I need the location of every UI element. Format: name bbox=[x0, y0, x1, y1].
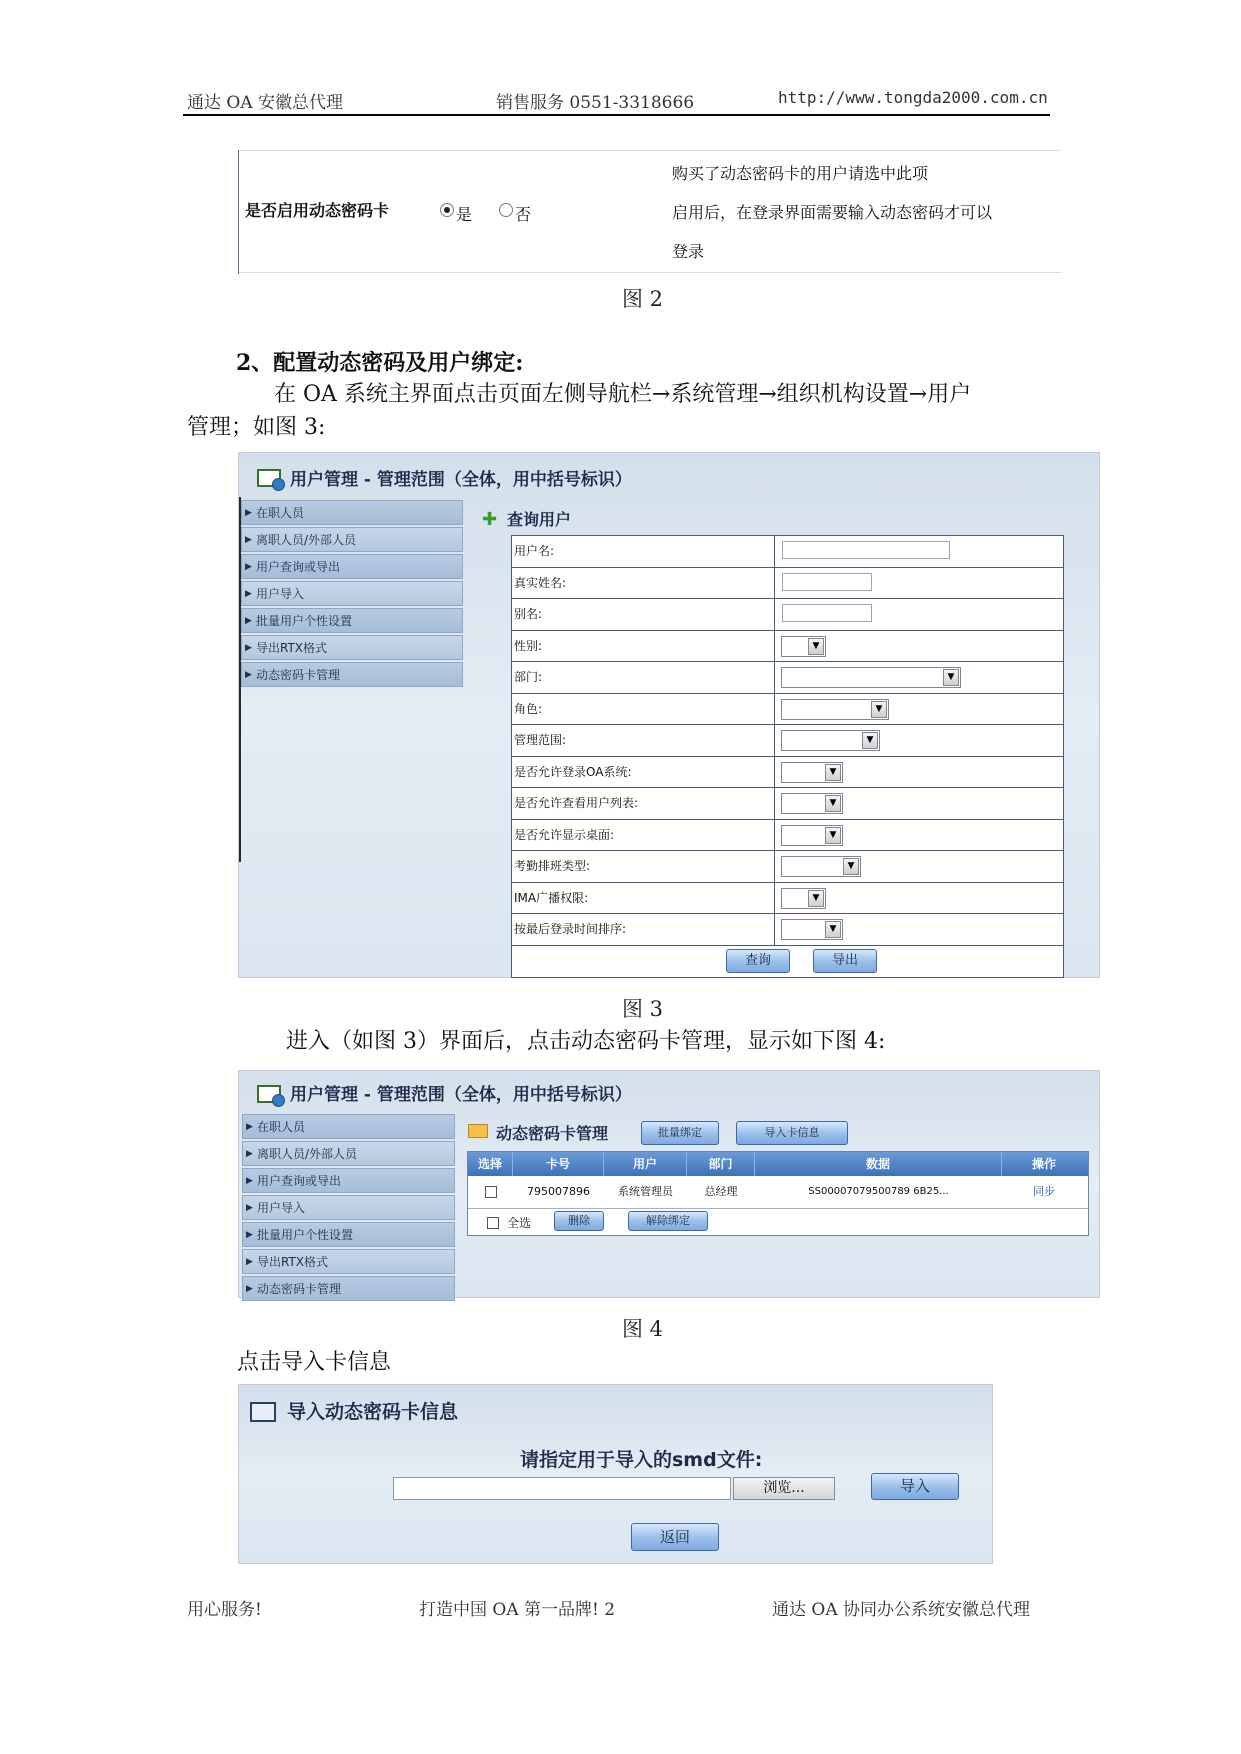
chevron-down-icon: ▼ bbox=[843, 858, 859, 875]
field-label: 考勤排班类型: bbox=[512, 851, 775, 882]
row-card-no: 795007896 bbox=[527, 1185, 590, 1198]
import-prompt: 请指定用于导入的smd文件: bbox=[520, 1449, 763, 1471]
radio-no[interactable] bbox=[499, 203, 513, 217]
field-label: 用户名: bbox=[512, 536, 775, 567]
allow-desktop-select[interactable] bbox=[781, 825, 843, 846]
header-rule bbox=[183, 114, 1050, 116]
field-label: IMA广播权限: bbox=[512, 883, 775, 914]
field-label: 是否允许显示桌面: bbox=[512, 820, 775, 851]
field-row bbox=[512, 851, 1063, 883]
field-label: 管理范围: bbox=[512, 725, 775, 756]
click-import-text: 点击导入卡信息 bbox=[237, 1350, 392, 1375]
field-label: 按最后登录时间排序: bbox=[512, 914, 775, 945]
back-button[interactable]: 返回 bbox=[631, 1523, 719, 1551]
window-icon bbox=[250, 1402, 276, 1422]
field-row bbox=[512, 725, 1063, 757]
figure-2 bbox=[238, 150, 1061, 274]
nav-active-staff[interactable]: ▶ 在职人员 bbox=[242, 1114, 455, 1139]
field-label: 别名: bbox=[512, 599, 775, 630]
field-row bbox=[512, 536, 1063, 568]
figure-2-caption: 图 2 bbox=[622, 287, 664, 311]
col-action: 操作 bbox=[1031, 1157, 1056, 1171]
smd-file-input[interactable] bbox=[393, 1477, 731, 1500]
nav-user-query-export[interactable]: ▶ 用户查询或导出 bbox=[241, 554, 463, 579]
row-checkbox[interactable] bbox=[485, 1186, 497, 1198]
role-select[interactable] bbox=[781, 699, 889, 720]
footer-right: 通达 OA 协同办公系统安徽总代理 bbox=[772, 1600, 1031, 1620]
nav-active-staff[interactable]: ▶ 在职人员 bbox=[241, 500, 463, 525]
chevron-down-icon: ▼ bbox=[825, 764, 841, 781]
sync-link[interactable]: 同步 bbox=[1033, 1185, 1055, 1198]
field-row bbox=[512, 788, 1063, 820]
real-name-input[interactable] bbox=[782, 573, 872, 591]
field-label: 真实姓名: bbox=[512, 568, 775, 599]
allow-view-users-select[interactable] bbox=[781, 793, 843, 814]
otp-card-table bbox=[467, 1151, 1089, 1236]
fig3-nav bbox=[241, 500, 463, 689]
user-management-icon bbox=[257, 1085, 281, 1103]
nav-otp-card-management[interactable]: ▶ 动态密码卡管理 bbox=[242, 1276, 455, 1301]
header-middle: 销售服务 0551-3318666 bbox=[496, 93, 695, 113]
allow-login-select[interactable] bbox=[781, 762, 843, 783]
header-left: 通达 OA 安徽总代理 bbox=[187, 93, 344, 113]
sort-last-login-select[interactable] bbox=[781, 919, 843, 940]
chevron-down-icon: ▼ bbox=[808, 890, 824, 907]
ima-broadcast-select[interactable] bbox=[781, 888, 826, 909]
field-row bbox=[512, 694, 1063, 726]
management-scope-select[interactable] bbox=[781, 730, 880, 751]
col-data: 数据 bbox=[755, 1152, 1002, 1176]
nav-left-staff[interactable]: ▶ 离职人员/外部人员 bbox=[242, 1141, 455, 1166]
delete-button[interactable]: 删除 bbox=[554, 1211, 604, 1231]
field-row bbox=[512, 568, 1063, 600]
radio-yes[interactable] bbox=[440, 203, 454, 217]
nav-user-import[interactable]: ▶ 用户导入 bbox=[242, 1195, 455, 1220]
nav-otp-card-management[interactable]: ▶ 动态密码卡管理 bbox=[241, 662, 463, 687]
row-data: SS00007079500789 6B25... bbox=[808, 1186, 949, 1197]
radio-no-label: 否 bbox=[515, 205, 532, 224]
radio-yes-label: 是 bbox=[456, 205, 473, 224]
col-dept: 部门 bbox=[687, 1152, 755, 1176]
col-card-no: 卡号 bbox=[513, 1152, 604, 1176]
user-management-icon bbox=[257, 469, 281, 487]
chevron-down-icon: ▼ bbox=[943, 669, 959, 686]
field-row bbox=[512, 883, 1063, 915]
fig4-title: 用户管理 - 管理范围（全体，用中括号标识） bbox=[290, 1085, 632, 1105]
browse-button[interactable]: 浏览... bbox=[733, 1477, 835, 1500]
section-heading: 2、配置动态密码及用户绑定: bbox=[236, 350, 524, 376]
chevron-down-icon: ▼ bbox=[825, 921, 841, 938]
chevron-down-icon: ▼ bbox=[862, 732, 878, 749]
chevron-down-icon: ▼ bbox=[825, 827, 841, 844]
field-label: 是否允许登录OA系统: bbox=[512, 757, 775, 788]
nav-user-import[interactable]: ▶ 用户导入 bbox=[241, 581, 463, 606]
batch-bind-button[interactable]: 批量绑定 bbox=[641, 1121, 719, 1145]
table-header bbox=[468, 1152, 1088, 1176]
form-actions bbox=[512, 946, 1063, 977]
row-user: 系统管理员 bbox=[618, 1185, 673, 1198]
chevron-down-icon: ▼ bbox=[808, 638, 824, 655]
import-card-dialog bbox=[238, 1384, 993, 1564]
import-button[interactable]: 导入 bbox=[871, 1473, 959, 1500]
footer-left: 用心服务! bbox=[187, 1600, 262, 1620]
query-user-form bbox=[511, 535, 1064, 978]
unbind-button[interactable]: 解除绑定 bbox=[628, 1211, 708, 1231]
fig2-bottom-rule bbox=[239, 272, 1061, 273]
between-text: 进入（如图 3）界面后，点击动态密码卡管理，显示如下图 4: bbox=[286, 1029, 886, 1054]
col-select: 选择 bbox=[468, 1152, 513, 1176]
import-dialog-title: 导入动态密码卡信息 bbox=[287, 1401, 459, 1423]
select-all-checkbox[interactable] bbox=[487, 1217, 499, 1229]
query-button[interactable]: 查询 bbox=[726, 949, 790, 973]
otp-card-mgmt-title: 动态密码卡管理 bbox=[496, 1124, 609, 1143]
gender-select[interactable] bbox=[781, 636, 826, 657]
query-user-title: 查询用户 bbox=[507, 510, 572, 529]
table-row bbox=[468, 1176, 1088, 1209]
row-dept: 总经理 bbox=[704, 1185, 738, 1198]
figure-3-caption: 图 3 bbox=[622, 997, 664, 1021]
username-input[interactable] bbox=[782, 541, 950, 559]
fig3-title: 用户管理 - 管理范围（全体，用中括号标识） bbox=[290, 470, 632, 490]
field-label: 部门: bbox=[512, 662, 775, 693]
plus-icon: ✚ bbox=[482, 509, 498, 530]
alias-input[interactable] bbox=[782, 604, 872, 622]
field-row bbox=[512, 599, 1063, 631]
section-para-line2: 管理；如图 3: bbox=[187, 415, 326, 440]
otp-desc-line3: 登录 bbox=[672, 242, 705, 261]
export-button[interactable]: 导出 bbox=[813, 949, 877, 973]
nav-user-query-export[interactable]: ▶ 用户查询或导出 bbox=[242, 1168, 455, 1193]
fig4-nav bbox=[242, 1114, 455, 1303]
footer-middle: 打造中国 OA 第一品牌! 2 bbox=[419, 1600, 616, 1620]
nav-batch-personal-settings[interactable]: ▶ 批量用户个性设置 bbox=[242, 1222, 455, 1247]
otp-desc-line2: 启用后，在登录界面需要输入动态密码才可以 bbox=[672, 203, 993, 222]
field-label: 是否允许查看用户列表: bbox=[512, 788, 775, 819]
figure-4-caption: 图 4 bbox=[622, 1317, 664, 1341]
otp-desc-line1: 购买了动态密码卡的用户请选中此项 bbox=[672, 164, 929, 183]
import-card-info-button[interactable]: 导入卡信息 bbox=[736, 1121, 848, 1145]
chevron-down-icon: ▼ bbox=[825, 795, 841, 812]
nav-export-rtx[interactable]: ▶ 导出RTX格式 bbox=[242, 1249, 455, 1274]
section-para-line1: 在 OA 系统主界面点击页面左侧导航栏→系统管理→组织机构设置→用户 bbox=[274, 382, 972, 407]
department-select[interactable] bbox=[781, 667, 961, 688]
table-footer bbox=[468, 1209, 1088, 1235]
nav-batch-personal-settings[interactable]: ▶ 批量用户个性设置 bbox=[241, 608, 463, 633]
field-row bbox=[512, 631, 1063, 663]
chevron-down-icon: ▼ bbox=[871, 701, 887, 718]
field-label: 角色: bbox=[512, 694, 775, 725]
attendance-type-select[interactable] bbox=[781, 856, 861, 877]
field-row bbox=[512, 820, 1063, 852]
field-row bbox=[512, 914, 1063, 946]
fig2-top-rule bbox=[239, 150, 1061, 151]
otp-enable-label: 是否启用动态密码卡 bbox=[245, 201, 390, 220]
header-right: http://www.tongda2000.com.cn bbox=[778, 88, 1048, 107]
nav-left-staff[interactable]: ▶ 离职人员/外部人员 bbox=[241, 527, 463, 552]
nav-export-rtx[interactable]: ▶ 导出RTX格式 bbox=[241, 635, 463, 660]
folder-icon bbox=[468, 1124, 488, 1138]
field-row bbox=[512, 662, 1063, 694]
select-all-label: 全选 bbox=[507, 1216, 532, 1230]
field-label: 性别: bbox=[512, 631, 775, 662]
row-select-cell bbox=[468, 1176, 513, 1208]
field-row bbox=[512, 757, 1063, 789]
col-user: 用户 bbox=[604, 1152, 687, 1176]
